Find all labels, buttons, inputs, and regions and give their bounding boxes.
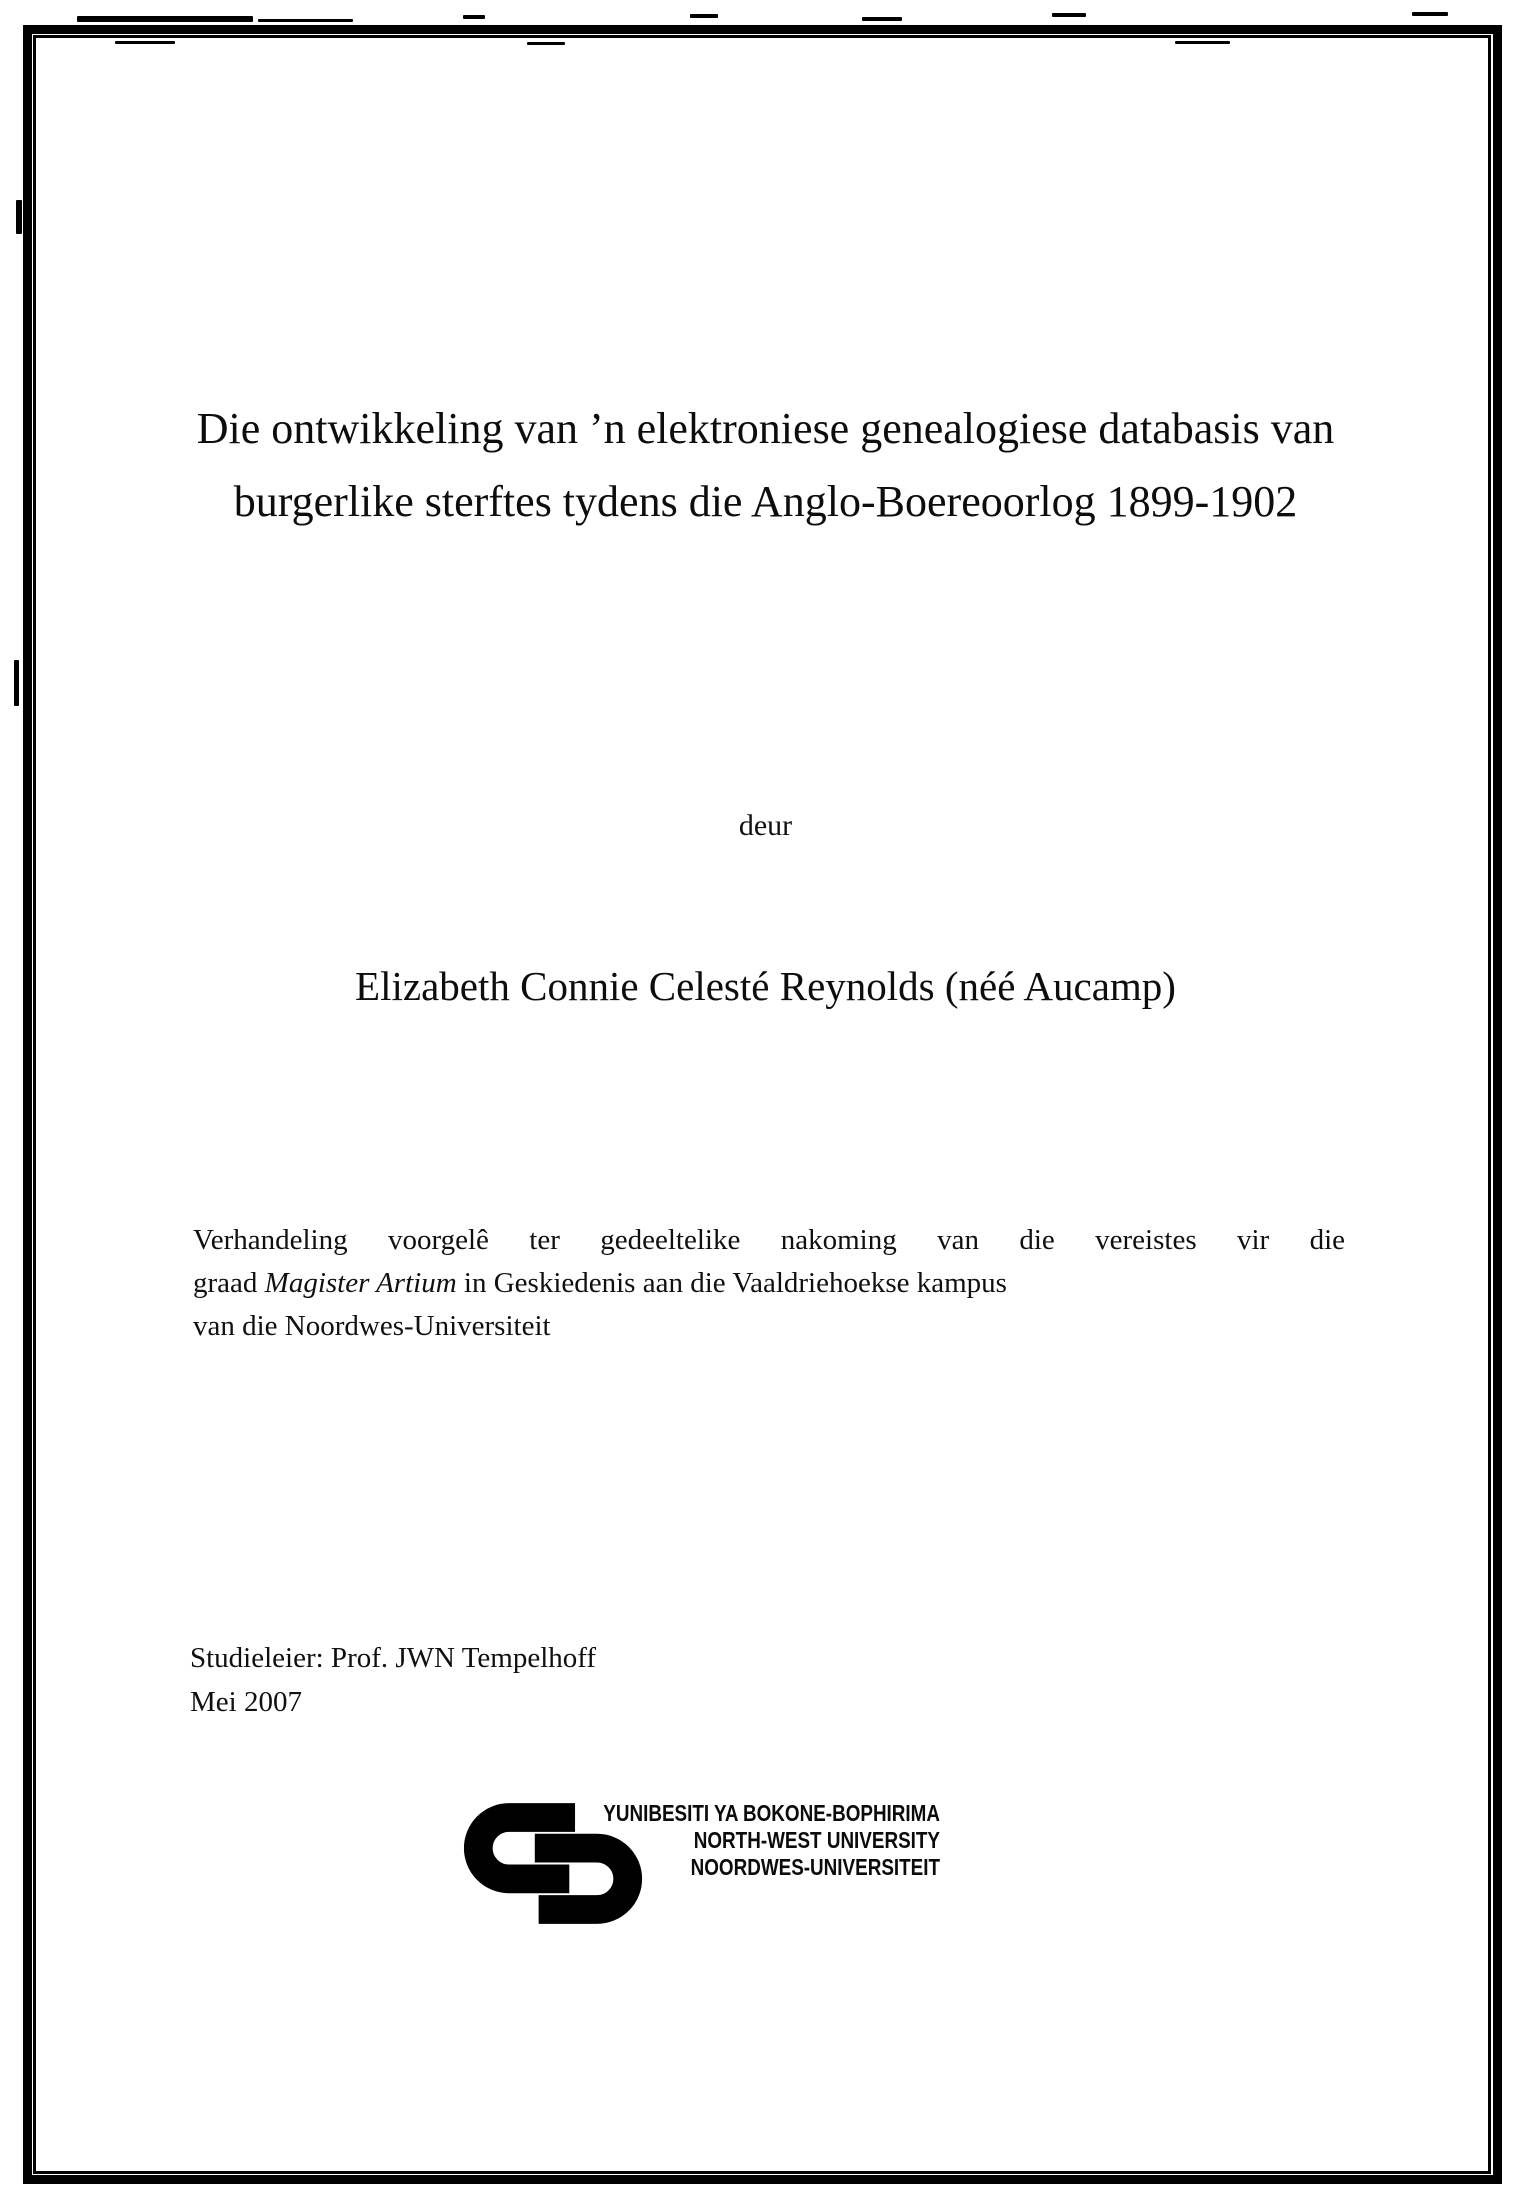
degree-name-italic: Magister Artium	[264, 1267, 457, 1299]
supervisor-block	[190, 1636, 1090, 1724]
scan-artifact	[16, 200, 22, 234]
title-line-2: burgerlike sterftes tydens die Anglo-Boereoorlog 1899-1902	[233, 477, 1298, 526]
scan-artifact	[258, 19, 353, 22]
declaration-line-3: van die Noordwes-Universiteit	[193, 1310, 551, 1342]
scan-artifact	[14, 660, 19, 706]
scan-artifact	[1412, 12, 1448, 16]
scan-artifact	[690, 14, 718, 18]
scan-artifact	[463, 15, 485, 19]
scan-artifact	[862, 17, 902, 21]
university-branding	[462, 1799, 1102, 1929]
date-line: Mei 2007	[190, 1686, 302, 1718]
declaration-line-2	[193, 1262, 1345, 1305]
declaration-line-2-prefix: graad	[193, 1267, 265, 1299]
university-name-english: NORTH-WEST UNIVERSITY	[693, 1827, 940, 1853]
author-name: Elizabeth Connie Celesté Reynolds (néé Aucamp)	[355, 963, 1176, 1009]
declaration-line-2-suffix: in Geskiedenis aan die Vaaldriehoekse kampus	[456, 1267, 1007, 1299]
university-wordmark	[514, 1800, 940, 1881]
page-title	[188, 392, 1343, 538]
byline-label: deur	[738, 809, 793, 842]
university-name-afrikaans: NOORDWES-UNIVERSITEIT	[690, 1854, 940, 1880]
title-line-1: Die ontwikkeling van ’n elektroniese genealogiese databasis van	[196, 404, 1335, 453]
supervisor-line: Studieleier: Prof. JWN Tempelhoff	[190, 1642, 597, 1674]
declaration-line-1: Verhandeling voorgelê ter gedeeltelike nakoming van die vereistes vir die	[193, 1224, 1345, 1256]
scan-artifact	[77, 16, 253, 22]
university-name-setswana: YUNIBESITI YA BOKONE-BOPHIRIMA	[603, 1800, 940, 1826]
scan-artifact	[1052, 13, 1086, 17]
degree-declaration	[193, 1219, 1345, 1348]
